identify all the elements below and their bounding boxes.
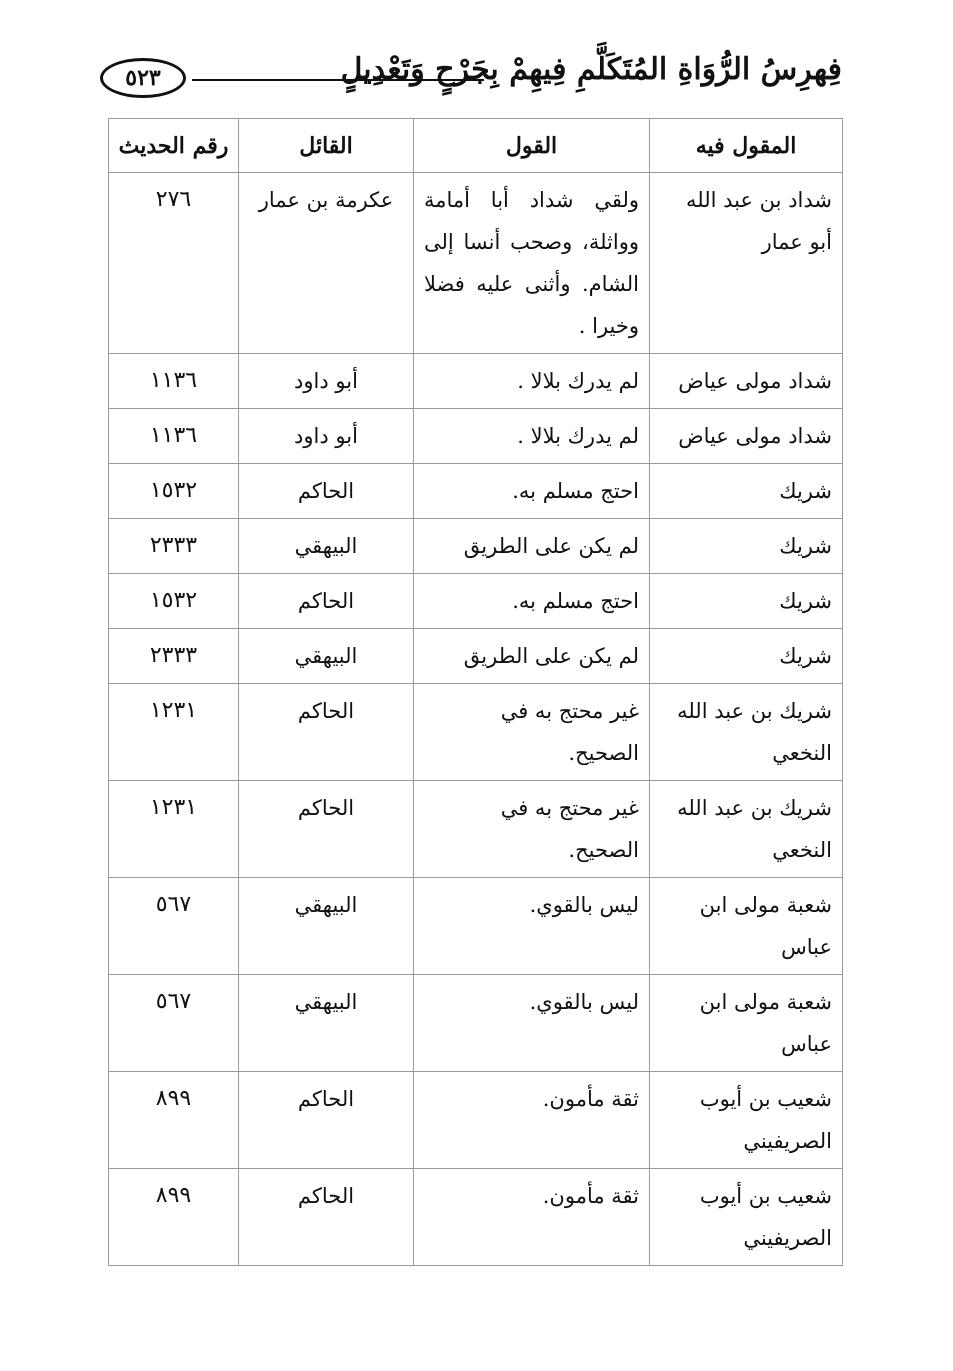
cell-saying: لم يكن على الطريق [414, 629, 650, 684]
narrators-table-container [108, 118, 842, 1266]
column-header-hadith-number: رقم الحديث [109, 119, 239, 173]
cell-hadith-number: ١٢٣١ [109, 684, 239, 781]
narrators-table [108, 118, 843, 1266]
cell-subject: شريك [650, 574, 843, 629]
cell-speaker: البيهقي [239, 519, 414, 574]
cell-hadith-number: ٨٩٩ [109, 1169, 239, 1266]
cell-saying: ليس بالقوي. [414, 878, 650, 975]
cell-speaker: الحاكم [239, 1169, 414, 1266]
page-number-badge: ٥٢٣ [100, 58, 186, 98]
cell-speaker: الحاكم [239, 574, 414, 629]
cell-speaker: الحاكم [239, 781, 414, 878]
table-row [109, 975, 843, 1072]
cell-speaker: الحاكم [239, 464, 414, 519]
table-row [109, 574, 843, 629]
cell-saying: غير محتج به في الصحيح. [414, 684, 650, 781]
cell-subject: شعيب بن أيوب الصريفيني [650, 1072, 843, 1169]
cell-speaker: البيهقي [239, 878, 414, 975]
cell-subject: شعبة مولى ابن عباس [650, 878, 843, 975]
page-header [100, 48, 842, 104]
table-header-row [109, 119, 843, 173]
cell-hadith-number: ١١٣٦ [109, 354, 239, 409]
cell-subject: شريك بن عبد الله النخعي [650, 684, 843, 781]
cell-subject: شريك [650, 629, 843, 684]
cell-hadith-number: ٥٦٧ [109, 878, 239, 975]
cell-subject: شداد مولى عياض [650, 354, 843, 409]
cell-subject: شريك [650, 519, 843, 574]
table-body [109, 173, 843, 1266]
table-row [109, 409, 843, 464]
cell-hadith-number: ١٢٣١ [109, 781, 239, 878]
table-row [109, 781, 843, 878]
header-rule [192, 79, 484, 81]
cell-subject: شداد بن عبد الله أبو عمار [650, 173, 843, 354]
cell-hadith-number: ٢٣٣٣ [109, 629, 239, 684]
cell-saying: ثقة مأمون. [414, 1072, 650, 1169]
cell-saying: ثقة مأمون. [414, 1169, 650, 1266]
cell-saying: غير محتج به في الصحيح. [414, 781, 650, 878]
cell-saying: لم يدرك بلالا . [414, 409, 650, 464]
cell-subject: شعبة مولى ابن عباس [650, 975, 843, 1072]
column-header-subject: المقول فيه [650, 119, 843, 173]
table-row [109, 173, 843, 354]
cell-saying: احتج مسلم به. [414, 574, 650, 629]
table-row [109, 519, 843, 574]
cell-saying: ليس بالقوي. [414, 975, 650, 1072]
table-row [109, 464, 843, 519]
table-row [109, 684, 843, 781]
cell-saying: لم يدرك بلالا . [414, 354, 650, 409]
cell-speaker: البيهقي [239, 629, 414, 684]
cell-speaker: البيهقي [239, 975, 414, 1072]
cell-saying: ولقي شداد أبا أمامة وواثلة، وصحب أنسا إلى الشام. وأثنى عليه فضلا وخيرا . [414, 173, 650, 354]
cell-subject: شريك بن عبد الله النخعي [650, 781, 843, 878]
cell-hadith-number: ٢٣٣٣ [109, 519, 239, 574]
cell-hadith-number: ٥٦٧ [109, 975, 239, 1072]
cell-saying: لم يكن على الطريق [414, 519, 650, 574]
cell-speaker: الحاكم [239, 1072, 414, 1169]
table-row [109, 1072, 843, 1169]
column-header-speaker: القائل [239, 119, 414, 173]
cell-subject: شريك [650, 464, 843, 519]
cell-saying: احتج مسلم به. [414, 464, 650, 519]
column-header-saying: القول [414, 119, 650, 173]
table-row [109, 878, 843, 975]
cell-subject: شعيب بن أيوب الصريفيني [650, 1169, 843, 1266]
running-title: فِهرِسُ الرُّوَاةِ المُتَكَلَّمِ فِيهِمْ بِجَرْحٍ وَتَعْدِيلٍ [340, 52, 842, 87]
table-row [109, 354, 843, 409]
cell-hadith-number: ٨٩٩ [109, 1072, 239, 1169]
cell-subject: شداد مولى عياض [650, 409, 843, 464]
cell-speaker: عكرمة بن عمار [239, 173, 414, 354]
cell-hadith-number: ٢٧٦ [109, 173, 239, 354]
cell-hadith-number: ١٥٣٢ [109, 574, 239, 629]
table-row [109, 629, 843, 684]
cell-speaker: الحاكم [239, 684, 414, 781]
cell-hadith-number: ١١٣٦ [109, 409, 239, 464]
table-row [109, 1169, 843, 1266]
cell-hadith-number: ١٥٣٢ [109, 464, 239, 519]
cell-speaker: أبو داود [239, 354, 414, 409]
cell-speaker: أبو داود [239, 409, 414, 464]
